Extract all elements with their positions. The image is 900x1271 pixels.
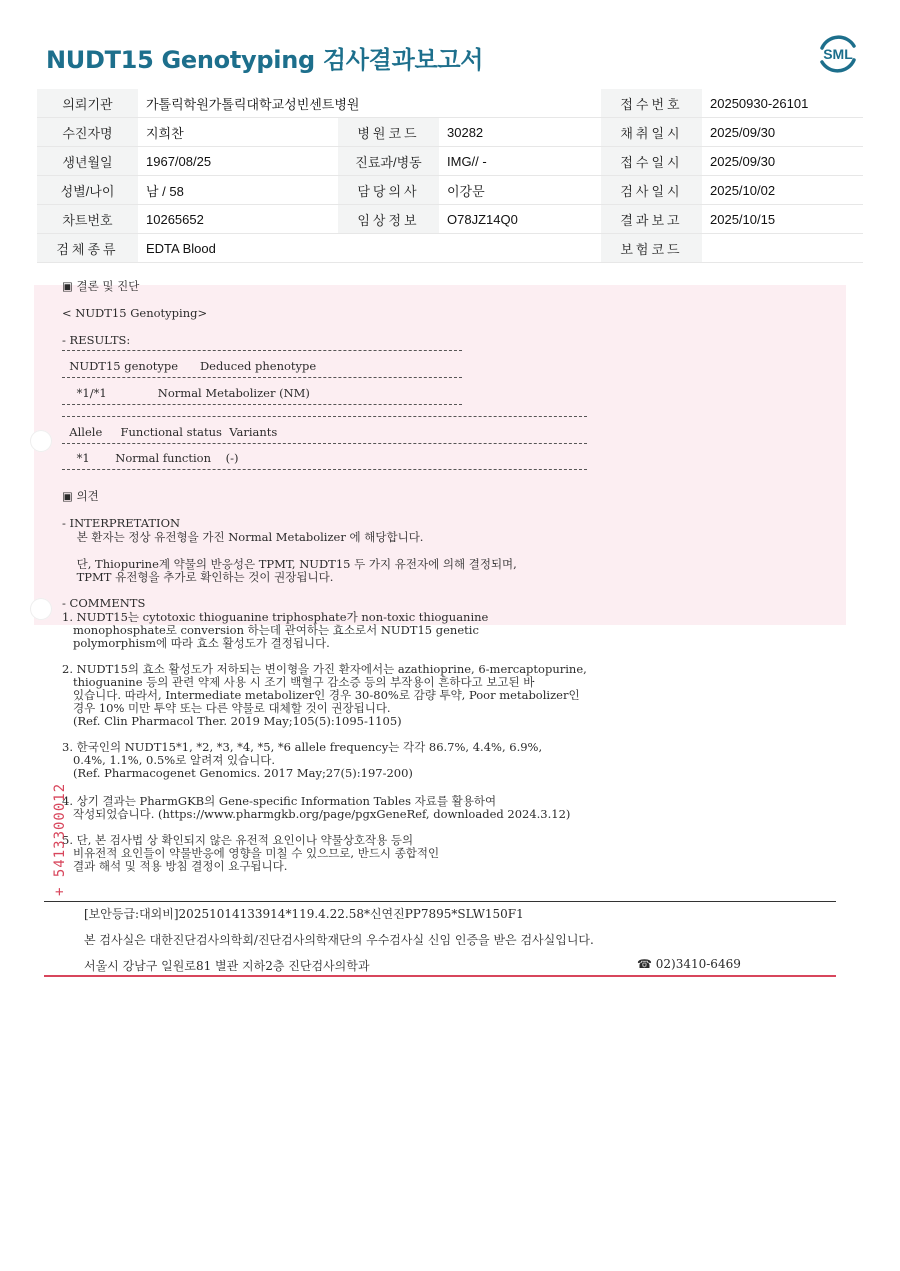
punch-hole	[30, 430, 52, 452]
insurance-value	[702, 234, 863, 263]
dept-label: 진료과/병동	[338, 147, 439, 176]
hosp-code-label: 병원코드	[338, 118, 439, 147]
comment-line: 4. 상기 결과는 PharmGKB의 Gene-specific Information Tables 자료를 활용하여	[62, 794, 497, 808]
reg-no-label: 접수번호	[601, 89, 702, 118]
table-divider	[62, 469, 587, 470]
receipt-label: 접수일시	[601, 147, 702, 176]
dept-value: IMG// -	[439, 147, 601, 176]
comment-line: thioguanine 등의 관련 약제 사용 시 조기 백혈구 감소증 등의 부작용이 흔하다고 보고된 바	[62, 675, 535, 689]
interpretation-line: 본 환자는 정상 유전형을 가진 Normal Metabolizer 에 해당합니다.	[62, 530, 424, 544]
clinical-value: O78JZ14Q0	[439, 205, 601, 234]
table-divider	[62, 404, 462, 405]
comment-line: monophosphate로 conversion 하는데 관여하는 효소로서 NUDT15 genetic	[62, 623, 479, 637]
genotyping-subtitle: < NUDT15 Genotyping>	[62, 306, 208, 320]
sex-age-value: 남 / 58	[138, 176, 338, 205]
footer-red-rule	[44, 975, 836, 977]
section-opinion-heading: ▣ 의견	[62, 489, 99, 503]
comment-line: 5. 단, 본 검사법 상 확인되지 않은 유전적 요인이나 약물상호작용 등의	[62, 833, 414, 847]
doctor-label: 담당의사	[338, 176, 439, 205]
comment-line: 작성되었습니다. (https://www.pharmgkb.org/page/pgxGeneRef, downloaded 2024.3.12)	[62, 807, 571, 821]
institution-label: 의뢰기관	[37, 89, 138, 118]
comments-heading: - COMMENTS	[62, 596, 146, 610]
chart-no-label: 차트번호	[37, 205, 138, 234]
comment-line: (Ref. Pharmacogenet Genomics. 2017 May;27(5):197-200)	[62, 766, 413, 780]
specimen-value: EDTA Blood	[138, 234, 338, 263]
insurance-label: 보험코드	[601, 234, 702, 263]
svg-text:SML: SML	[823, 46, 853, 62]
comment-line: 결과 해석 및 적용 방침 결정이 요구됩니다.	[62, 859, 288, 873]
sex-age-label: 성별/나이	[37, 176, 138, 205]
result-date-label: 결과보고	[601, 205, 702, 234]
dob-label: 생년월일	[37, 147, 138, 176]
institution-value: 가톨릭학원가톨릭대학교성빈센트병원	[138, 89, 601, 118]
test-date-label: 검사일시	[601, 176, 702, 205]
punch-hole	[30, 598, 52, 620]
clinical-label: 임상정보	[338, 205, 439, 234]
phone-line: ☎ 02)3410-6469	[637, 957, 741, 971]
test-date-value: 2025/10/02	[702, 176, 863, 205]
collect-label: 채취일시	[601, 118, 702, 147]
result-date-value: 2025/10/15	[702, 205, 863, 234]
vertical-specimen-code: + 5413300012	[52, 782, 68, 896]
doctor-value: 이강문	[439, 176, 601, 205]
chart-no-value: 10265652	[138, 205, 338, 234]
address-line: 서울시 강남구 일원로81 별관 지하2층 진단검사의학과	[84, 959, 370, 973]
hosp-code-value: 30282	[439, 118, 601, 147]
genotype-table-header: NUDT15 genotype Deduced phenotype	[62, 359, 317, 373]
section-conclusion-heading: ▣ 결론 및 진단	[62, 279, 140, 293]
reg-no-value: 20250930-26101	[702, 89, 863, 118]
footer-rule	[44, 901, 836, 902]
table-divider	[62, 350, 462, 351]
results-heading: - RESULTS:	[62, 333, 131, 347]
interpretation-heading: - INTERPRETATION	[62, 516, 181, 530]
interpretation-line: TPMT 유전형을 추가로 확인하는 것이 권장됩니다.	[62, 570, 334, 584]
name-label: 수진자명	[37, 118, 138, 147]
allele-table-header: Allele Functional status Variants	[62, 425, 278, 439]
interpretation-line: 단, Thiopurine계 약물의 반응성은 TPMT, NUDT15 두 가지 유전자에 의해 결정되며,	[62, 557, 517, 571]
collect-value: 2025/09/30	[702, 118, 863, 147]
table-divider	[62, 443, 587, 444]
comment-line: polymorphism에 따라 효소 활성도가 결정됩니다.	[62, 636, 330, 650]
comment-line: 비유전적 요인들이 약물반응에 영향을 미칠 수 있으므로, 반드시 종합적인	[62, 846, 440, 860]
receipt-value: 2025/09/30	[702, 147, 863, 176]
comment-line: (Ref. Clin Pharmacol Ther. 2019 May;105(5):1095-1105)	[62, 714, 402, 728]
comment-line: 1. NUDT15는 cytotoxic thioguanine triphosphate가 non-toxic thioguanine	[62, 610, 489, 624]
report-title: NUDT15 Genotyping 검사결과보고서	[46, 46, 484, 74]
comment-line: 0.4%, 1.1%, 0.5%로 알려져 있습니다.	[62, 753, 276, 767]
comment-line: 있습니다. 따라서, Intermediate metabolizer인 경우 30-80%로 감량 투약, Poor metabolizer인	[62, 688, 580, 702]
comment-line: 2. NUDT15의 효소 활성도가 저하되는 변이형을 가진 환자에서는 azathioprine, 6-mercaptopurine,	[62, 662, 587, 676]
table-divider	[62, 377, 462, 378]
patient-info-table	[37, 89, 863, 263]
specimen-label: 검체종류	[37, 234, 138, 263]
certification-line: 본 검사실은 대한진단검사의학회/진단검사의학재단의 우수검사실 신임 인증을 받은 검사실입니다.	[84, 933, 594, 947]
genotype-table-row: *1/*1 Normal Metabolizer (NM)	[62, 386, 310, 400]
table-divider	[62, 416, 587, 417]
sml-logo	[814, 30, 862, 78]
allele-table-row: *1 Normal function (-)	[62, 451, 239, 465]
name-value: 지희찬	[138, 118, 338, 147]
security-line: [보안등급:대외비]20251014133914*119.4.22.58*신연진PP7895*SLW150F1	[84, 907, 524, 921]
comment-line: 경우 10% 미만 투약 또는 다른 약물로 대체할 것이 권장됩니다.	[62, 701, 391, 715]
dob-value: 1967/08/25	[138, 147, 338, 176]
comment-line: 3. 한국인의 NUDT15*1, *2, *3, *4, *5, *6 allele frequency는 각각 86.7%, 4.4%, 6.9%,	[62, 740, 543, 754]
